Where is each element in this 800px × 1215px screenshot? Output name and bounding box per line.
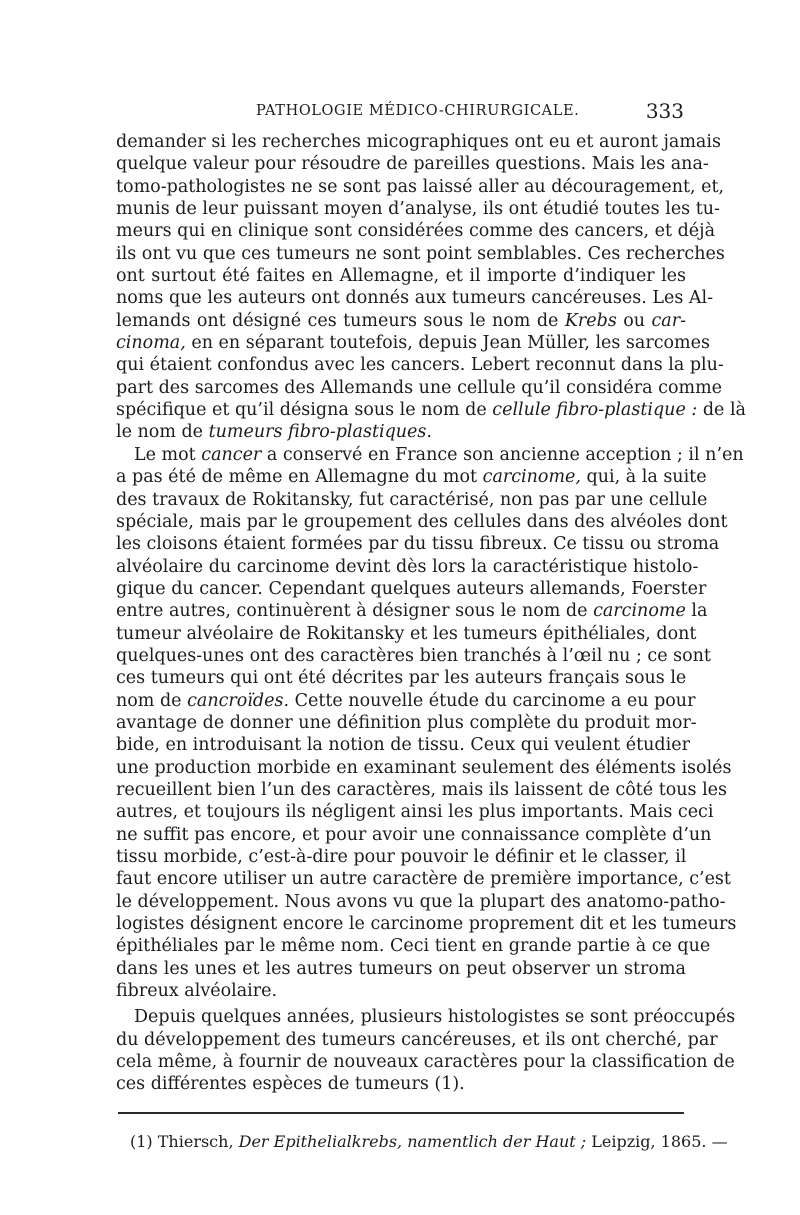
text-span: tumeur alvéolaire de Rokitansky et les tumeurs épithéliales, dont (116, 623, 697, 644)
text-span: faut encore utiliser un autre caractère de première importance, c’est (116, 869, 731, 890)
text-span: alvéolaire du carcinome devint dès lors la caractéristique histolo- (116, 556, 699, 577)
footnote-text: (1) Thiersch, (130, 1132, 239, 1151)
text-line (116, 265, 686, 287)
text-line (116, 220, 716, 242)
text-span: du développement des tumeurs cancéreuses, et ils ont cherché, par (116, 1029, 718, 1050)
text-line (116, 645, 711, 667)
text-line (116, 935, 711, 957)
text-span: les cloisons étaient formées par du tissu fibreux. Ce tissu ou stroma (116, 534, 720, 555)
text-line (116, 600, 708, 622)
page-header (116, 99, 684, 125)
text-span: des travaux de Rokitansky, fut caractérisé, non pas par une cellule (116, 489, 708, 510)
text-span: une production morbide en examinant seulement des éléments isolés (116, 757, 732, 778)
text-line (116, 310, 686, 332)
text-line (116, 354, 724, 376)
text-line (116, 1073, 686, 1095)
italic-text: carcinome, (482, 467, 581, 488)
text-span: tissu morbide, c’est-à-dire pour pouvoir le définir et le classer, il (116, 847, 687, 867)
italic-text: car- (651, 310, 686, 331)
text-span: entre autres, continuèrent à désigner sous le nom de (116, 601, 594, 622)
text-span: Depuis quelques années, plusieurs histologistes se sont préoccupés (134, 1007, 736, 1028)
body-text (116, 131, 746, 1096)
italic-text: cinoma, (116, 333, 186, 354)
text-line (116, 667, 686, 689)
text-line (116, 377, 723, 399)
text-span: épithéliales par le même nom. Ceci tient en grande partie à ce que (116, 936, 711, 957)
text-span: recueillent bien l’un des caractères, mais ils laissent de côté tous les (116, 779, 728, 800)
text-span: gique du cancer. Cependant quelques auteurs allemands, Foerster (116, 578, 707, 599)
text-line (116, 1051, 735, 1073)
footnote (130, 1131, 728, 1153)
text-span: autres, et toujours ils négligent ainsi les plus importants. Mais ceci (116, 802, 714, 823)
text-span: spécifique et qu’il désigna sous le nom de (116, 400, 493, 421)
text-span: noms que les auteurs ont donnés aux tumeurs cancéreuses. Les Al- (116, 288, 714, 309)
text-span: munis de leur puissant moyen d’analyse, ils ont étudié toutes les tu- (116, 199, 720, 220)
text-span: quelques-unes ont des caractères bien tranchés à l’œil nu ; ce sont (116, 645, 711, 666)
text-span: qui étaient confondus avec les cancers. Lebert reconnut dans la plu- (116, 355, 724, 376)
italic-text: cellule fibro-plastique : (492, 400, 698, 421)
text-span: lemands ont désigné ces tumeurs sous le nom de (116, 310, 565, 331)
text-line (116, 131, 721, 153)
text-span: fibreux alvéolaire. (116, 981, 278, 1002)
text-span: meurs qui en clinique sont considérées comme des cancers, et déjà (116, 221, 716, 242)
text-span: dans les unes et les autres tumeurs on peut observer un stroma (116, 958, 686, 979)
text-span: tomo-pathologistes ne se sont pas laissé aller au découragement, et, (116, 176, 725, 197)
text-line (116, 511, 728, 533)
text-span: ils ont vu que ces tumeurs ne sont point semblables. Ces recherches (116, 243, 725, 264)
text-line (116, 444, 744, 466)
text-line (116, 868, 731, 890)
text-span: logistes désignent encore le carcinome proprement dit et les tumeurs (116, 914, 737, 935)
text-span: bide, en introduisant la notion de tissu. Ceux qui veulent étudier (116, 735, 690, 756)
text-span: a pas été de même en Allemagne du mot (116, 467, 483, 488)
text-line (116, 243, 725, 265)
text-line (116, 1006, 736, 1028)
text-line (116, 198, 720, 220)
text-line (116, 779, 728, 801)
text-span: spéciale, mais par le groupement des cellules dans des alvéoles dont (116, 511, 728, 532)
text-span: qui, à la suite (580, 467, 707, 488)
text-span: Le mot (134, 444, 202, 465)
text-line (116, 980, 686, 1002)
text-line (116, 824, 712, 846)
text-span: de là (697, 400, 746, 421)
text-line (116, 176, 725, 198)
text-line (116, 757, 732, 779)
text-line (116, 801, 714, 823)
text-span: Cette nouvelle étude du carcinome a eu pour (289, 690, 696, 711)
text-line (116, 712, 697, 734)
italic-text: cancer (201, 444, 262, 465)
text-span: cela même, à fournir de nouveaux caractères pour la classification de (116, 1052, 735, 1073)
text-line (116, 287, 714, 309)
text-line (116, 421, 686, 443)
text-line (116, 399, 746, 421)
running-title: PATHOLOGIE MÉDICO-CHIRURGICALE. (256, 103, 580, 119)
text-line (116, 1029, 718, 1051)
text-line (116, 533, 720, 555)
text-line (116, 489, 708, 511)
text-span: la (685, 601, 708, 622)
text-line (116, 332, 710, 354)
footnote-italic-text: Der Epithelialkrebs, namentlich der Haut ; (238, 1132, 587, 1151)
text-line (116, 578, 707, 600)
text-line (116, 623, 697, 645)
footnote-rule (118, 1112, 684, 1114)
text-span: ces tumeurs qui ont été décrites par les auteurs français sous le (116, 668, 687, 689)
text-span: le développement. Nous avons vu que la plupart des anatomo-patho- (116, 891, 726, 912)
text-span: ou (616, 310, 652, 331)
text-span: en en séparant toutefois, depuis Jean Müller, les sarcomes (185, 333, 710, 354)
text-span: nom de (116, 690, 188, 711)
text-span: ces différentes espèces de tumeurs (1). (116, 1074, 465, 1095)
text-span: le nom de (116, 422, 209, 443)
text-line (116, 891, 726, 913)
text-line (116, 958, 686, 980)
text-span: avantage de donner une définition plus complète du produit mor- (116, 712, 697, 733)
text-line (116, 846, 686, 868)
text-line (116, 153, 709, 175)
text-line (116, 734, 690, 756)
text-line (116, 556, 699, 578)
text-span: part des sarcomes des Allemands une cellule qu’il considéra comme (116, 377, 723, 398)
italic-text: cancroïdes. (187, 690, 290, 711)
italic-text: carcinome (593, 601, 686, 622)
page-number: 333 (645, 99, 684, 123)
italic-text: Krebs (564, 310, 617, 331)
italic-text: tumeurs fibro-plastiques. (208, 422, 432, 443)
text-line (116, 913, 737, 935)
text-span: a conservé en France son ancienne acception ; il n’en (261, 444, 744, 465)
text-span: ne suffit pas encore, et pour avoir une connaissance complète d’un (116, 824, 712, 845)
footnote-text: Leipzig, 1865. — (586, 1132, 728, 1151)
text-line (116, 466, 707, 488)
text-span: demander si les recherches micographiques ont eu et auront jamais (116, 132, 721, 152)
text-span: quelque valeur pour résoudre de pareilles questions. Mais les ana- (116, 154, 709, 175)
text-line (116, 690, 696, 712)
text-span: ont surtout été faites en Allemagne, et il importe d’indiquer les (116, 266, 686, 287)
